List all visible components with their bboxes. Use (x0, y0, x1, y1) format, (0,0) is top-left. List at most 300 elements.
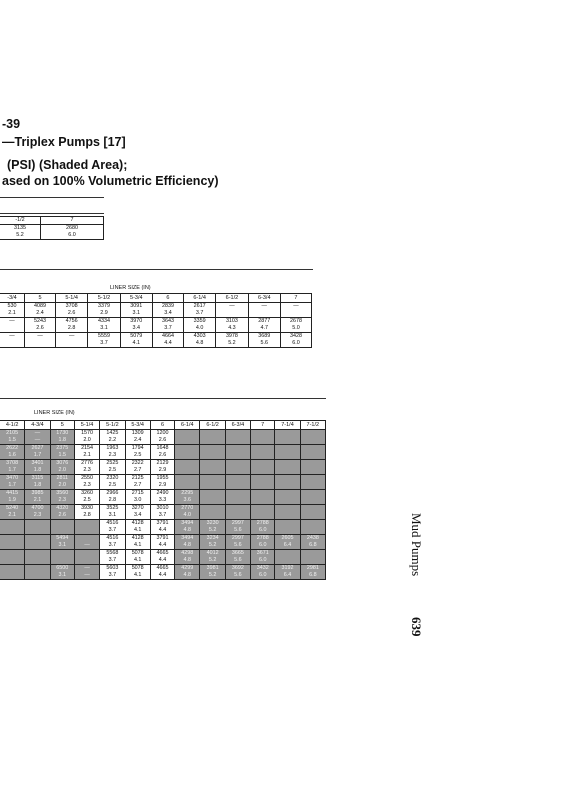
column-header: 6 (150, 421, 174, 430)
table-row (0, 527, 326, 535)
flow-cell (0, 340, 25, 348)
flow-cell: 4.0 (175, 512, 200, 520)
flow-cell: 2.0 (50, 482, 74, 490)
flow-cell (275, 512, 300, 520)
flow-cell (251, 467, 275, 475)
pressure-cell: 4415 (0, 490, 25, 498)
pressure-cell: 3791 (150, 520, 174, 528)
flow-cell: 5.6 (225, 542, 250, 550)
pressure-cell (175, 460, 200, 468)
flow-cell (175, 467, 200, 475)
table-row (0, 475, 326, 483)
pressure-cell: 2320 (100, 475, 125, 483)
table2 (0, 293, 312, 348)
flow-cell (25, 572, 50, 580)
pressure-cell: 2966 (100, 490, 125, 498)
column-header: 5-1/2 (100, 421, 125, 430)
pressure-cell: 3665 (225, 550, 250, 558)
small-table-cell: 6.0 (41, 232, 104, 240)
small-table-header: 7 (41, 217, 104, 225)
pressure-cell: 4012 (200, 550, 225, 558)
flow-cell: 2.0 (50, 467, 74, 475)
flow-cell: 2.0 (74, 437, 99, 445)
pressure-cell: 3379 (88, 303, 120, 311)
flow-cell: 3.7 (150, 512, 174, 520)
pressure-cell (50, 520, 74, 528)
pressure-cell (275, 520, 300, 528)
small-table-rule-2 (0, 213, 104, 214)
pressure-cell: 2877 (248, 318, 280, 326)
pressure-cell: — (0, 318, 25, 326)
pressure-cell: 3470 (0, 475, 25, 483)
flow-cell (56, 340, 88, 348)
flow-cell (275, 482, 300, 490)
table-row (0, 460, 326, 468)
table3-caption: LINER SIZE (IN) (34, 410, 75, 416)
pressure-cell (0, 535, 25, 543)
table-row (0, 467, 326, 475)
flow-cell: 6.4 (275, 572, 300, 580)
pressure-cell: 2525 (100, 460, 125, 468)
column-header: 7-1/4 (275, 421, 300, 430)
pressure-cell (275, 550, 300, 558)
pressure-cell (275, 460, 300, 468)
pressure-cell (275, 490, 300, 498)
flow-cell: 3.4 (125, 512, 150, 520)
pressure-cell: 4756 (56, 318, 88, 326)
flow-cell (74, 557, 99, 565)
pressure-cell: 1570 (74, 430, 99, 438)
flow-cell: 2.8 (74, 512, 99, 520)
pressure-cell: 1200 (150, 430, 174, 438)
pressure-cell: 2295 (175, 490, 200, 498)
pressure-cell (251, 475, 275, 483)
table-subtitle-1: (PSI) (Shaded Area); (7, 158, 128, 172)
flow-cell: 3.0 (125, 497, 150, 505)
table-row (0, 310, 312, 318)
pressure-cell: 3432 (251, 565, 275, 573)
header-row (0, 294, 312, 303)
flow-cell: 4.8 (183, 340, 215, 348)
section-title: Mud Pumps (409, 513, 424, 577)
pressure-cell: 3978 (216, 333, 248, 341)
flow-cell: 4.1 (125, 542, 150, 550)
flow-cell (225, 452, 250, 460)
flow-cell: 2.3 (100, 452, 125, 460)
flow-cell: 3.7 (100, 527, 125, 535)
flow-cell: 2.5 (100, 467, 125, 475)
pressure-cell: 3970 (120, 318, 152, 326)
pressure-cell (275, 445, 300, 453)
flow-cell: 6.8 (300, 572, 325, 580)
table-row (0, 550, 326, 558)
pressure-cell (300, 475, 325, 483)
pressure-cell: 2788 (251, 520, 275, 528)
pressure-cell (225, 430, 250, 438)
pressure-cell (74, 535, 99, 543)
flow-cell: 3.1 (50, 542, 74, 550)
pressure-cell: 3260 (74, 490, 99, 498)
flow-cell: 3.6 (175, 497, 200, 505)
pressure-cell: 3359 (183, 318, 215, 326)
table3-top-rule (0, 398, 326, 399)
pressure-cell (275, 505, 300, 513)
flow-cell (300, 557, 325, 565)
flow-cell (275, 437, 300, 445)
flow-cell: 3.1 (100, 512, 125, 520)
flow-cell: 5.2 (216, 340, 248, 348)
flow-cell (175, 482, 200, 490)
flow-cell (0, 542, 25, 550)
flow-cell: 2.1 (0, 512, 25, 520)
pressure-cell: 3560 (50, 490, 74, 498)
flow-cell (25, 557, 50, 565)
pressure-cell: 2788 (251, 535, 275, 543)
flow-cell: 1.5 (50, 452, 74, 460)
pressure-cell: 4334 (88, 318, 120, 326)
flow-cell (300, 527, 325, 535)
flow-cell (251, 482, 275, 490)
pressure-cell: 530 (0, 303, 25, 311)
pressure-cell (225, 505, 250, 513)
table2-caption: LINER SIZE (IN) (110, 285, 151, 291)
pressure-cell: 3494 (175, 520, 200, 528)
table-row (0, 482, 326, 490)
pressure-cell (25, 520, 50, 528)
flow-cell (216, 310, 248, 318)
pressure-cell: 2997 (225, 520, 250, 528)
pressure-cell: 3234 (200, 535, 225, 543)
flow-cell: 4.4 (150, 572, 174, 580)
pressure-cell: 4664 (152, 333, 183, 341)
header-row (0, 421, 326, 430)
flow-cell (248, 310, 280, 318)
flow-cell: 3.1 (120, 310, 152, 318)
pressure-cell (251, 460, 275, 468)
table-row (0, 565, 326, 573)
pressure-cell (225, 475, 250, 483)
table-row (0, 430, 326, 438)
table-row (0, 490, 326, 498)
pressure-cell: 5079 (120, 333, 152, 341)
pressure-cell: — (248, 303, 280, 311)
pressure-cell: 1648 (150, 445, 174, 453)
flow-cell: 2.3 (50, 497, 74, 505)
flow-cell: 5.6 (225, 557, 250, 565)
small-table (0, 216, 104, 240)
pressure-cell: 4665 (150, 550, 174, 558)
pressure-cell: 2105 (0, 430, 25, 438)
flow-cell: 3.7 (183, 310, 215, 318)
flow-cell (251, 512, 275, 520)
pressure-cell: 1794 (125, 445, 150, 453)
column-header: 4-1/2 (0, 421, 25, 430)
flow-cell: 5.6 (225, 527, 250, 535)
flow-cell: 3.7 (100, 557, 125, 565)
pressure-cell (25, 550, 50, 558)
flow-cell: 4.8 (175, 542, 200, 550)
pressure-cell: 3103 (216, 318, 248, 326)
flow-cell (300, 482, 325, 490)
pressure-cell (251, 430, 275, 438)
flow-cell (200, 512, 225, 520)
flow-cell (0, 527, 25, 535)
pressure-cell (251, 445, 275, 453)
pressure-cell (50, 550, 74, 558)
pressure-cell: — (25, 333, 56, 341)
flow-cell: 2.3 (74, 482, 99, 490)
column-header: 5 (25, 294, 56, 303)
pressure-cell: 3708 (0, 460, 25, 468)
flow-cell: 2.6 (150, 437, 174, 445)
pressure-cell: 2375 (50, 445, 74, 453)
table-row (0, 520, 326, 528)
table-row (0, 303, 312, 311)
flow-cell: 3.3 (150, 497, 174, 505)
pressure-cell: 1309 (125, 430, 150, 438)
flow-cell: 1.9 (0, 497, 25, 505)
flow-cell: 3.7 (88, 340, 120, 348)
pressure-cell (300, 445, 325, 453)
small-table-cell: 3135 (0, 225, 41, 233)
flow-cell: 4.4 (152, 340, 183, 348)
flow-cell (300, 467, 325, 475)
flow-cell: 2.6 (50, 512, 74, 520)
flow-cell: 2.1 (0, 310, 25, 318)
pressure-cell: 4128 (125, 520, 150, 528)
flow-cell: 2.9 (150, 467, 174, 475)
pressure-cell: 3689 (248, 333, 280, 341)
flow-cell (200, 482, 225, 490)
flow-cell: 2.7 (125, 467, 150, 475)
pressure-cell: 2125 (125, 475, 150, 483)
flow-cell (300, 452, 325, 460)
flow-cell: 2.3 (25, 512, 50, 520)
pressure-cell: 3692 (225, 565, 250, 573)
flow-cell: 2.8 (100, 497, 125, 505)
flow-cell: 3.7 (100, 572, 125, 580)
pressure-cell: 4298 (175, 550, 200, 558)
pressure-cell: 2490 (150, 490, 174, 498)
table-row (0, 318, 312, 326)
pressure-cell (0, 520, 25, 528)
pressure-cell: 3985 (25, 490, 50, 498)
column-header: 6-1/4 (175, 421, 200, 430)
pressure-cell: 4089 (25, 303, 56, 311)
flow-cell: 2.6 (25, 325, 56, 333)
flow-cell: 5.6 (248, 340, 280, 348)
flow-cell: 4.1 (125, 572, 150, 580)
pressure-cell: 2770 (175, 505, 200, 513)
column-header: 5 (50, 421, 74, 430)
flow-cell: 6.0 (280, 340, 311, 348)
flow-cell: 5.2 (200, 542, 225, 550)
flow-cell: 3.1 (88, 325, 120, 333)
pressure-cell (300, 460, 325, 468)
flow-cell: 3.7 (100, 542, 125, 550)
flow-cell: 5.2 (200, 527, 225, 535)
pressure-cell (175, 475, 200, 483)
small-table-cell: 5.2 (0, 232, 41, 240)
pressure-cell: 3930 (74, 505, 99, 513)
pressure-cell: 2550 (74, 475, 99, 483)
flow-cell: 6.0 (251, 542, 275, 550)
pressure-cell: — (280, 303, 311, 311)
flow-cell (225, 467, 250, 475)
pressure-cell: 3791 (150, 535, 174, 543)
flow-cell (25, 542, 50, 550)
flow-cell (251, 452, 275, 460)
pressure-cell (200, 505, 225, 513)
flow-cell (0, 325, 25, 333)
table-subtitle-2: ased on 100% Volumetric Efficiency) (2, 174, 219, 188)
flow-cell: 4.7 (248, 325, 280, 333)
flow-cell (200, 437, 225, 445)
pressure-cell: 3401 (25, 460, 50, 468)
pressure-cell: 2322 (125, 460, 150, 468)
pressure-cell (200, 445, 225, 453)
pressure-cell: — (74, 565, 99, 573)
pressure-cell (251, 490, 275, 498)
flow-cell: 2.1 (25, 497, 50, 505)
table-row (0, 512, 326, 520)
table-row (0, 445, 326, 453)
table-row (0, 542, 326, 550)
flow-cell: 2.5 (125, 452, 150, 460)
pressure-cell: 5078 (125, 550, 150, 558)
flow-cell (25, 527, 50, 535)
column-header: 7-1/2 (300, 421, 325, 430)
flow-cell: 4.1 (120, 340, 152, 348)
flow-cell: 4.8 (175, 527, 200, 535)
flow-cell (300, 497, 325, 505)
flow-cell (200, 452, 225, 460)
flow-cell (175, 452, 200, 460)
pressure-cell: 3643 (152, 318, 183, 326)
pressure-cell: 1730 (50, 430, 74, 438)
pressure-cell (25, 565, 50, 573)
pressure-cell: 4299 (175, 565, 200, 573)
pressure-cell: 2997 (225, 535, 250, 543)
flow-cell (300, 437, 325, 445)
flow-cell: 6.0 (251, 527, 275, 535)
flow-cell: 2.4 (25, 310, 56, 318)
pressure-cell: 3230 (200, 520, 225, 528)
column-header: 5-1/4 (74, 421, 99, 430)
flow-cell: 2.3 (74, 467, 99, 475)
flow-cell (200, 497, 225, 505)
column-header: 5-3/4 (125, 421, 150, 430)
pressure-cell: — (25, 430, 50, 438)
pressure-cell: 1955 (150, 475, 174, 483)
flow-cell: 3.4 (120, 325, 152, 333)
flow-cell (251, 497, 275, 505)
flow-cell: 2.9 (88, 310, 120, 318)
page-number: 639 (409, 617, 424, 637)
flow-cell: 1.7 (0, 467, 25, 475)
pressure-cell: 2839 (152, 303, 183, 311)
flow-cell: 3.1 (50, 572, 74, 580)
pressure-cell: 2776 (74, 460, 99, 468)
flow-cell: 4.1 (125, 557, 150, 565)
pressure-cell (175, 445, 200, 453)
table-row (0, 437, 326, 445)
column-header: 6-1/4 (183, 294, 215, 303)
flow-cell: — (74, 542, 99, 550)
flow-cell (225, 497, 250, 505)
pressure-cell (275, 430, 300, 438)
flow-cell (200, 467, 225, 475)
flow-cell: 5.6 (225, 572, 250, 580)
flow-cell: 4.3 (216, 325, 248, 333)
flow-cell (251, 437, 275, 445)
pressure-cell: 5494 (50, 535, 74, 543)
pressure-cell (300, 490, 325, 498)
pressure-cell: 2627 (25, 445, 50, 453)
pressure-cell: 3981 (200, 565, 225, 573)
pressure-cell (0, 565, 25, 573)
flow-cell: 1.7 (25, 452, 50, 460)
flow-cell: 4.4 (150, 542, 174, 550)
flow-cell: 2.4 (125, 437, 150, 445)
small-table-header: -1/2 (0, 217, 41, 225)
pressure-cell: 6500 (50, 565, 74, 573)
flow-cell (275, 467, 300, 475)
pressure-cell: 2617 (183, 303, 215, 311)
table3 (0, 420, 326, 580)
flow-cell: 5.0 (280, 325, 311, 333)
pressure-cell: 1963 (100, 445, 125, 453)
pressure-cell (0, 550, 25, 558)
table-row (0, 340, 312, 348)
pressure-cell: 5568 (100, 550, 125, 558)
flow-cell: 3.7 (152, 325, 183, 333)
column-header: 4-3/4 (25, 421, 50, 430)
table-row (0, 497, 326, 505)
pressure-cell: 2622 (0, 445, 25, 453)
pressure-cell: 3010 (150, 505, 174, 513)
pressure-cell (74, 550, 99, 558)
flow-cell (225, 512, 250, 520)
flow-cell: — (74, 572, 99, 580)
flow-cell (225, 482, 250, 490)
pressure-cell: — (0, 333, 25, 341)
pressure-cell: 4700 (25, 505, 50, 513)
pressure-cell: 3115 (25, 475, 50, 483)
flow-cell (275, 497, 300, 505)
pressure-cell: 3525 (100, 505, 125, 513)
flow-cell: — (25, 437, 50, 445)
column-header: 6-1/2 (216, 294, 248, 303)
flow-cell (275, 527, 300, 535)
column-header: 6 (152, 294, 183, 303)
table-row (0, 452, 326, 460)
flow-cell: 1.8 (25, 467, 50, 475)
table-row (0, 333, 312, 341)
flow-cell (280, 310, 311, 318)
pressure-cell (200, 475, 225, 483)
column-header: 7 (280, 294, 311, 303)
flow-cell: 1.5 (0, 437, 25, 445)
table-title: —Triplex Pumps [17] (2, 135, 126, 149)
column-header: 5-1/2 (88, 294, 120, 303)
flow-cell: 2.6 (56, 310, 88, 318)
pressure-cell: 4303 (183, 333, 215, 341)
flow-cell: 2.8 (56, 325, 88, 333)
column-header: -3/4 (0, 294, 25, 303)
pressure-cell (300, 505, 325, 513)
flow-cell: 3.4 (152, 310, 183, 318)
